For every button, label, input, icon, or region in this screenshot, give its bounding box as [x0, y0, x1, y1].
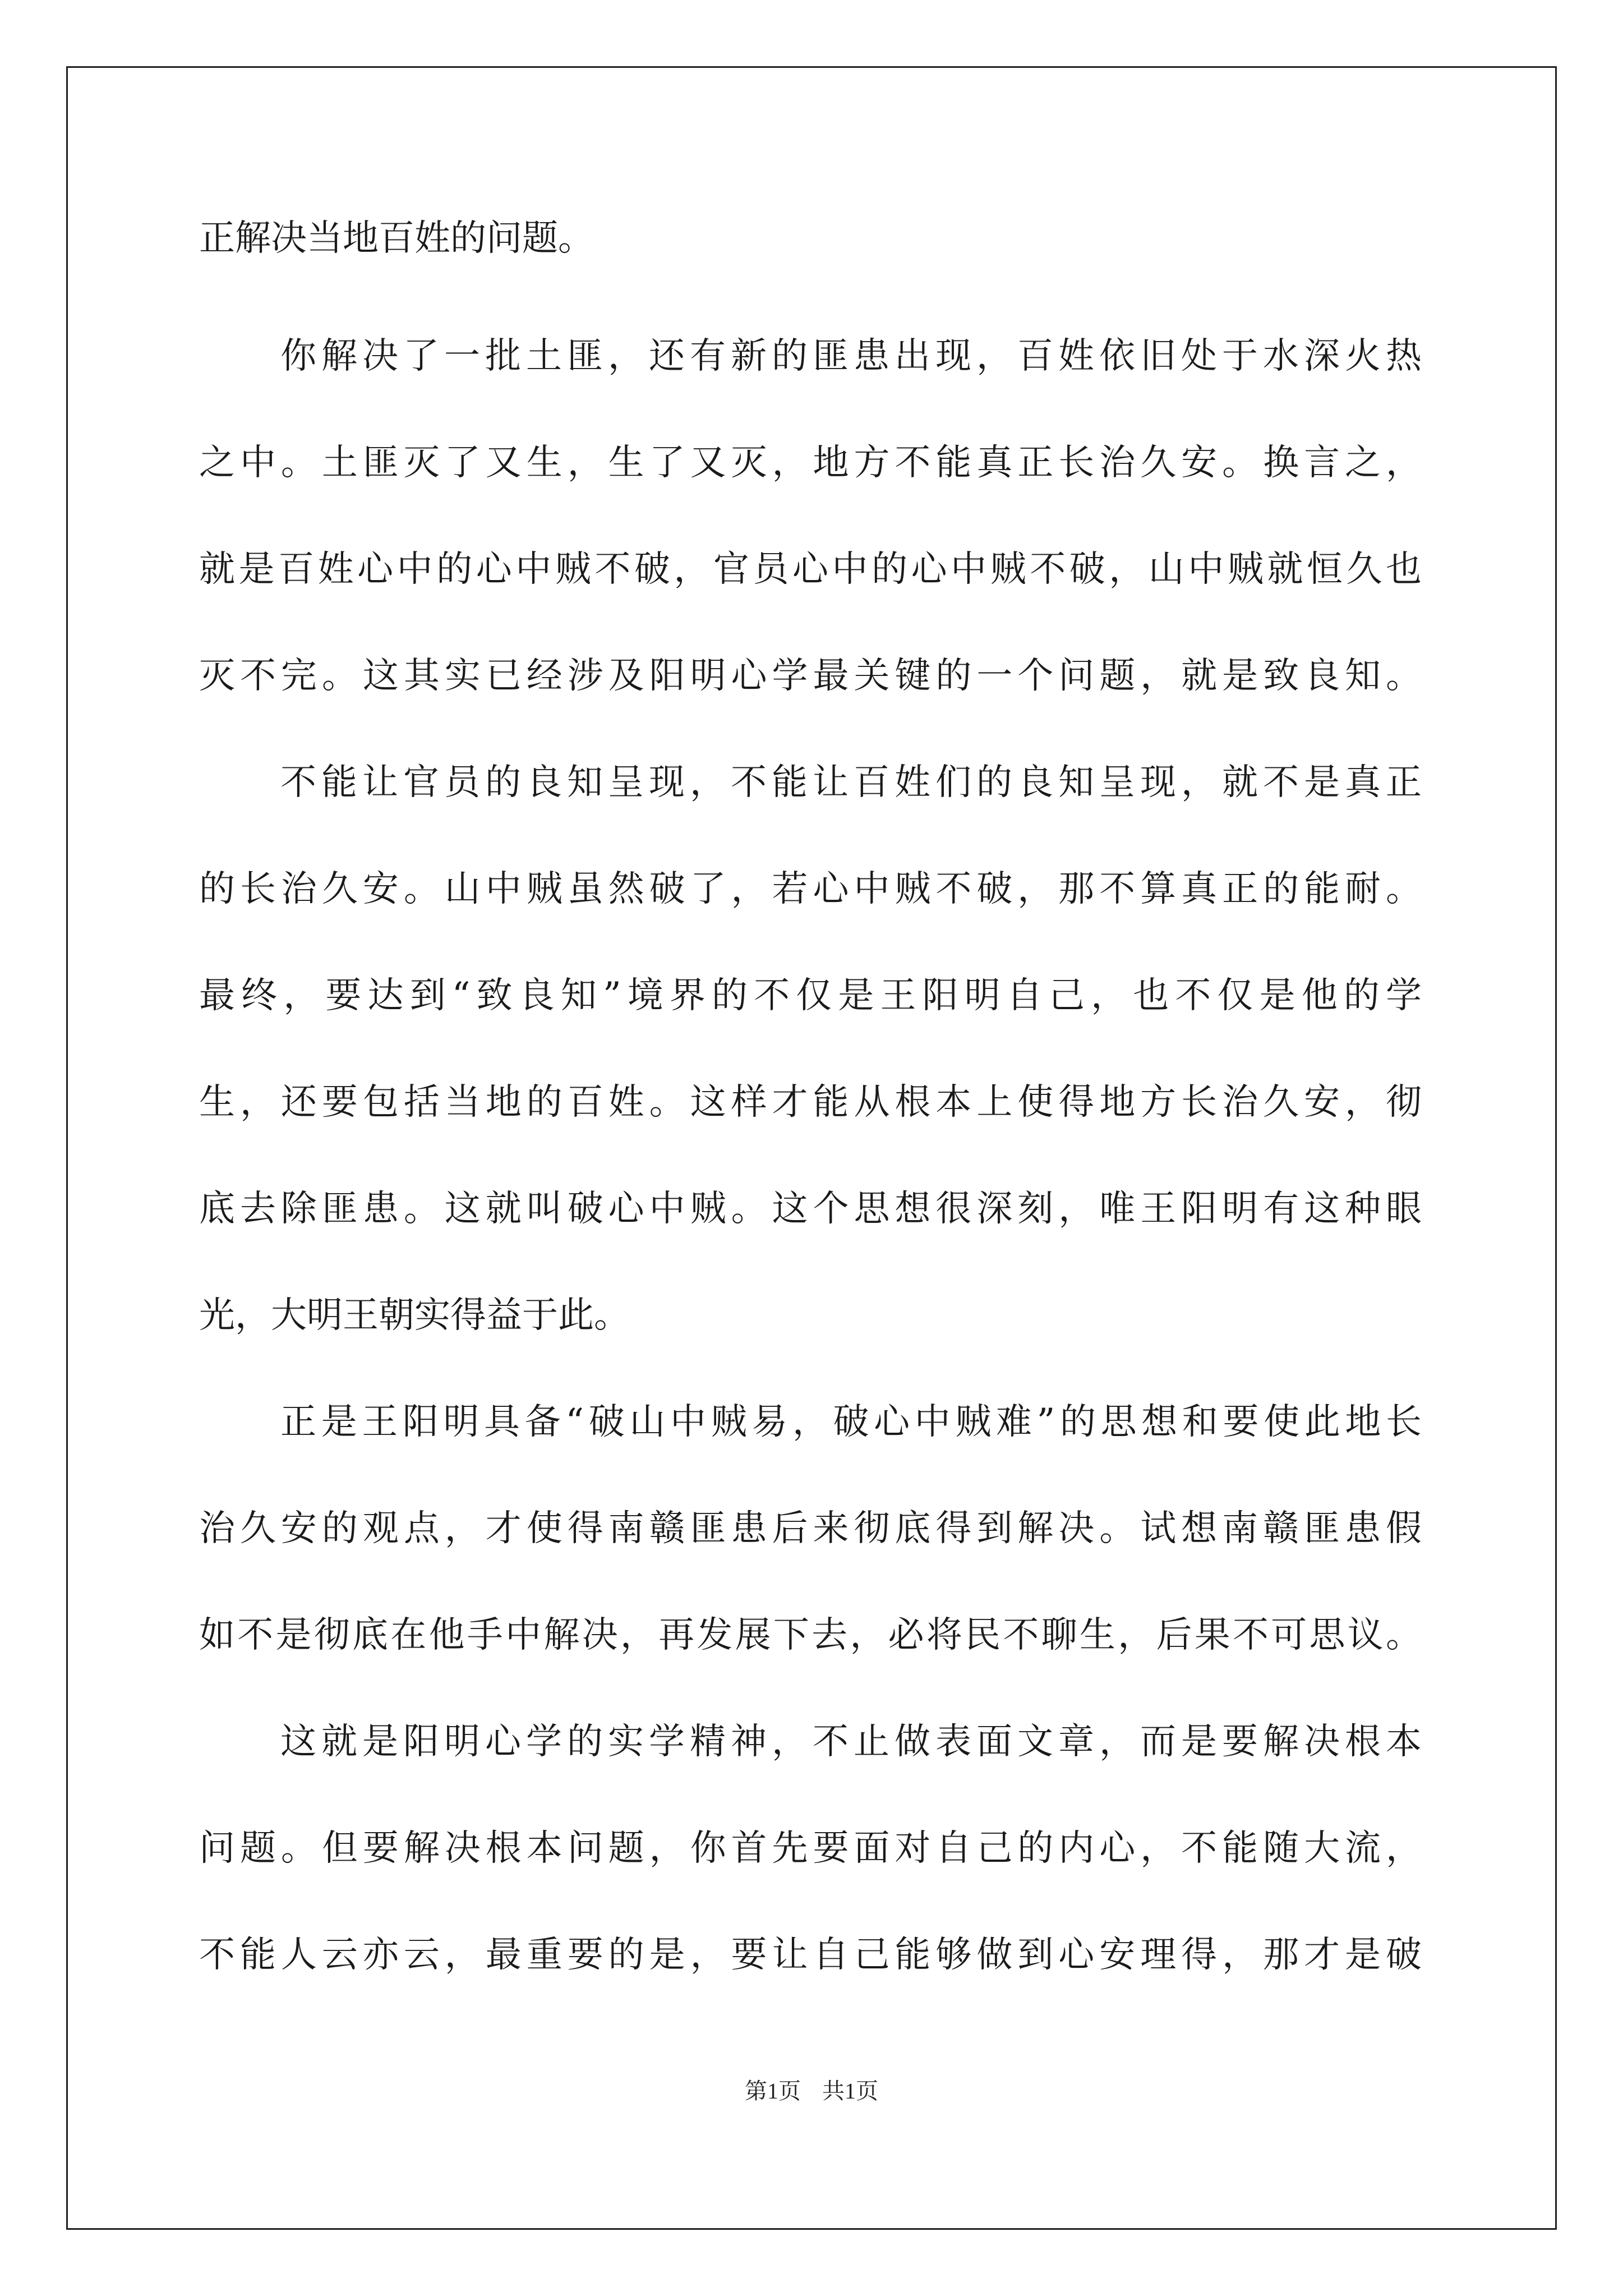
text-line: 你解决了一批土匪，还有新的匪患出现，百姓依旧处于水深火热 — [280, 335, 1422, 377]
page-border — [66, 66, 1557, 2230]
text-line: 治久安的观点，才使得南赣匪患后来彻底得到解决。试想南赣匪患假 — [199, 1508, 1422, 1549]
text-line: 不能让官员的良知呈现，不能让百姓们的良知呈现，就不是真正 — [280, 762, 1422, 803]
text-line: 如不是彻底在他手中解决，再发展下去，必将民不聊生，后果不可思议。 — [199, 1614, 1422, 1656]
text-line: 底去除匪患。这就叫破心中贼。这个思想很深刻，唯王阳明有这种眼 — [199, 1188, 1422, 1230]
text-line: 正是王阳明具备“破山中贼易，破心中贼难”的思想和要使此地长 — [280, 1401, 1422, 1443]
text-line: 的长治久安。山中贼虽然破了，若心中贼不破，那不算真正的能耐。 — [199, 868, 1422, 910]
text-line: 生，还要包括当地的百姓。这样才能从根本上使得地方长治久安，彻 — [199, 1082, 1422, 1123]
page-total: 共1页 — [822, 2078, 878, 2104]
text-line: 不能人云亦云，最重要的是，要让自己能够做到心安理得，那才是破 — [199, 1934, 1422, 1976]
text-line: 问题。但要解决根本问题，你首先要面对自己的内心，不能随大流， — [199, 1828, 1422, 1869]
page-number: 第1页 — [745, 2078, 801, 2104]
text-line: 这就是阳明心学的实学精神，不止做表面文章，而是要解决根本 — [280, 1721, 1422, 1763]
text-line: 灭不完。这其实已经涉及阳明心学最关键的一个问题，就是致良知。 — [199, 655, 1422, 697]
page-footer — [0, 2074, 1623, 2108]
text-line: 就是百姓心中的心中贼不破，官员心中的心中贼不破，山中贼就恒久也 — [199, 549, 1422, 590]
text-line: 最终，要达到“致良知”境界的不仅是王阳明自己，也不仅是他的学 — [199, 975, 1422, 1016]
text-line: 光，大明王朝实得益于此。 — [199, 1295, 630, 1336]
text-line: 之中。土匪灭了又生，生了又灭，地方不能真正长治久安。换言之， — [199, 442, 1422, 484]
text-line: 正解决当地百姓的问题。 — [199, 218, 594, 259]
